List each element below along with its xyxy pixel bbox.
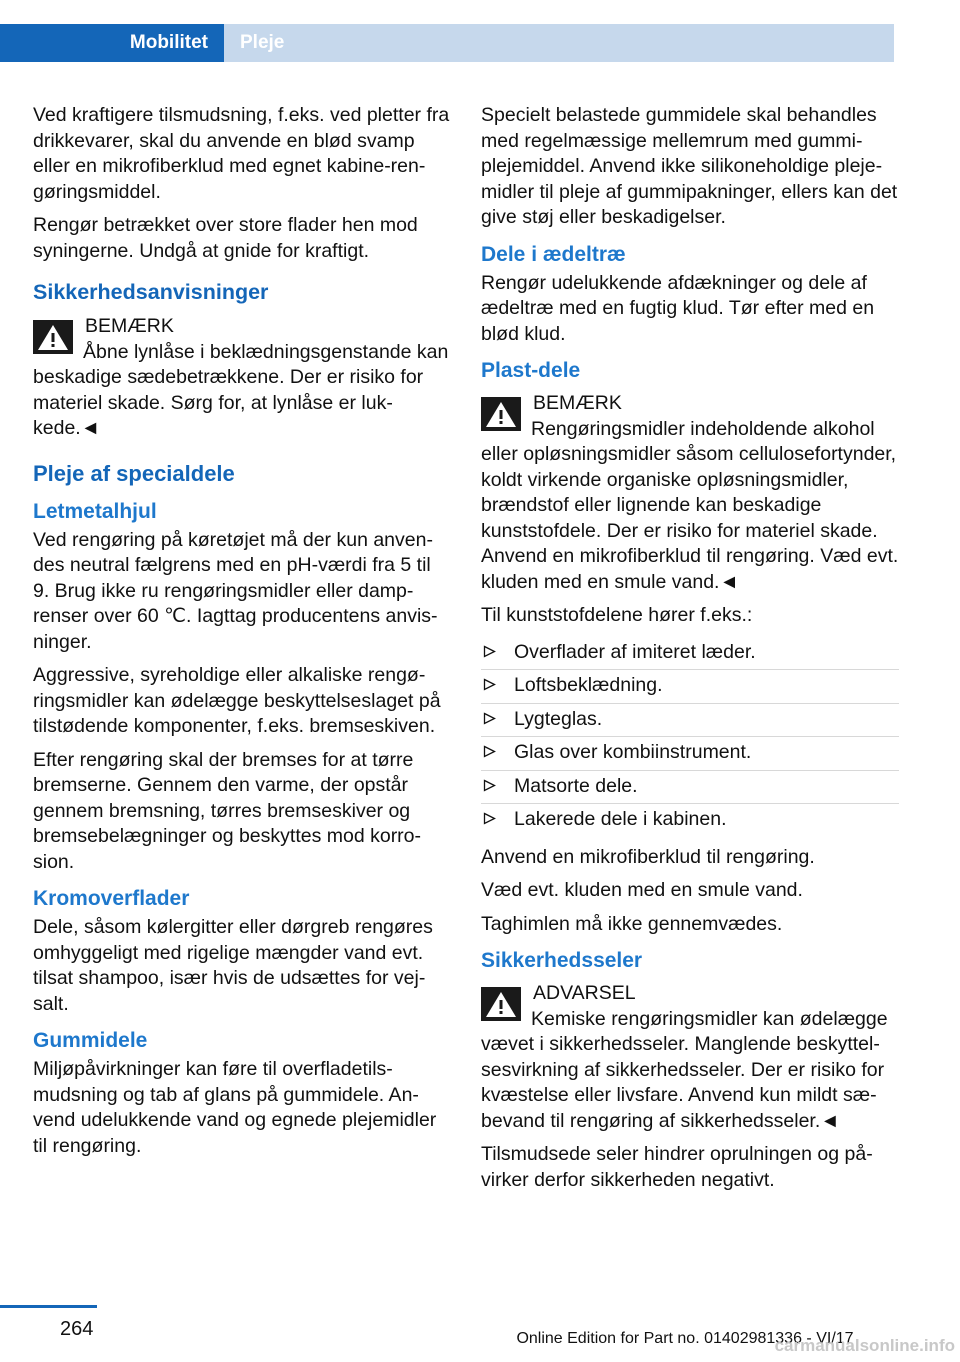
paragraph: Rengør betrækket over store flader hen mod syningerne. Undgå at gnide for kraftigt. <box>33 214 418 262</box>
edition-note: Online Edition for Part no. 01402981336 - VI/17 <box>516 1330 854 1347</box>
triangle-right-outline-icon <box>483 712 496 725</box>
tab-pleje[interactable]: Pleje <box>224 24 894 62</box>
list-intro: Til kunststofdelene hører f.eks.: <box>481 604 753 626</box>
subheading-seat-belts: Sikkerhedsseler <box>481 949 643 972</box>
warning-triangle-icon <box>481 987 521 1021</box>
page-number: 264 <box>60 1318 94 1340</box>
list-item <box>481 804 899 837</box>
list-item <box>481 670 899 704</box>
subheading-chrome: Kromoverflader <box>33 887 190 910</box>
paragraph: Dele, såsom kølergitter eller dørgreb rengøres omhyggeligt med rigelige mængder vand evt. tilsat shampoo, især hvis de udsættes for vejsalt. <box>33 916 433 1015</box>
notice-box <box>481 391 899 595</box>
warning-box <box>481 981 899 1134</box>
list-item <box>481 637 899 671</box>
triangle-right-outline-icon <box>483 745 496 758</box>
paragraph: Anvend en mikrofiberklud til rengøring. <box>481 845 815 868</box>
paragraph: Tilsmudsede seler hindrer oprulningen og påvirker derfor sikkerheden negativt. <box>481 1143 873 1191</box>
list-item-text: Overflader af imiteret læder. <box>514 640 756 663</box>
triangle-right-outline-icon <box>483 812 496 825</box>
paragraph: Aggressive, syreholdige eller alkaliske rengøringsmidler kan ødelægge beskyttelseslaget på tilstødende komponenter, f.eks. bremseskiven. <box>33 664 441 737</box>
warning-triangle-icon <box>481 397 521 431</box>
paragraph: Specielt belastede gummidele skal behandles med regelmæssige mellemrum med gummiplejemiddel. Anvend ikke silikoneholdige plejemidler til pleje af gummipakninger, ellers kan det give støj eller beskadigelser. <box>481 104 898 228</box>
notice-title: BEMÆRK <box>533 392 622 414</box>
list-item <box>481 737 899 771</box>
notice-text: Rengøringsmidler indeholdende alkohol eller opløsningsmidler såsom cellulosefortynder, koldt virkende organiske opløsningsmidler, brændstof eller lignende kan beskadige kunststofdele. Der er risiko for materiel skade. Anvend en mikrofiberklud til rengøring. Væd evt. kluden med en smule vand.◄ <box>481 417 899 593</box>
paragraph: Taghimlen må ikke gennemvædes. <box>481 912 783 935</box>
list-item <box>481 704 899 738</box>
paragraph: Væd evt. kluden med en smule vand. <box>481 879 803 901</box>
subheading-alloy-wheels: Letmetalhjul <box>33 499 157 523</box>
notice-box <box>33 314 451 442</box>
tab-mobilitet[interactable]: Mobilitet <box>0 24 224 62</box>
warning-triangle-icon <box>33 320 73 354</box>
subheading-wood: Dele i ædeltræ <box>481 242 626 266</box>
list-item <box>481 771 899 805</box>
right-column <box>481 103 899 1201</box>
list-item-text: Matsorte dele. <box>514 774 638 797</box>
list-item-text: Lakerede dele i kabinen. <box>514 808 727 830</box>
plastic-parts-list <box>481 637 899 837</box>
paragraph: Efter rengøring skal der bremses for at tørre bremserne. Gennem den varme, der opstår gennem bremsning, tørres bremseskiver og bremsebelægninger og beskyttes mod korrosion. <box>33 748 422 873</box>
subheading-rubber: Gummidele <box>33 1029 148 1052</box>
paragraph: Rengør udelukkende afdækninger og dele af ædeltræ med en fugtig klud. Tør efter med en blød klud. <box>481 271 875 345</box>
triangle-right-outline-icon <box>483 645 496 658</box>
paragraph: Ved kraftigere tilsmudsning, f.eks. ved pletter fra drikkevarer, skal du anvende en blød svamp eller en mikrofiberklud med egnet kabine-rengøringsmiddel. <box>33 104 450 203</box>
list-item-text: Lygteglas. <box>514 707 603 730</box>
warning-text: Kemiske rengøringsmidler kan ødelægge vævet i sikkerhedsseler. Manglende beskyttelsesvirkning af sikkerhedsseler. Der er risiko for kvæstelse eller livsfare. Anvend kun mildt sæbevand til rengøring af sikkerhedsseler.◄ <box>481 1007 888 1132</box>
footer-accent-line <box>0 1305 97 1308</box>
triangle-right-outline-icon <box>483 779 496 792</box>
warning-title: ADVARSEL <box>533 982 636 1004</box>
list-item-text: Loftsbeklædning. <box>514 674 663 696</box>
paragraph: Miljøpåvirkninger kan føre til overfladetilsmudsning og tab af glans på gummidele. Anvend udelukkende vand og egnede plejemidler til rengøring. <box>33 1058 437 1157</box>
subheading-plastic: Plast-dele <box>481 359 581 382</box>
section-heading-special-parts: Pleje af specialdele <box>33 460 235 486</box>
notice-title: BEMÆRK <box>85 315 174 337</box>
left-column <box>33 103 451 1167</box>
section-heading-safety: Sikkerhedsanvisninger <box>33 280 269 304</box>
paragraph: Ved rengøring på køretøjet må der kun anvendes neutral fælgrens med en pH-værdi fra 5 til 9. Brug ikke ru rengøringsmidler eller damprenser over 60 ℃. Iagttag producentens anvisninger. <box>33 528 438 653</box>
notice-text: Åbne lynlåse i beklædningsgenstande kan beskadige sædebetrækkene. Der er risiko for materiel skade. Sørg for, at lynlåse er lukkede.◄ <box>33 340 449 439</box>
watermark: carmanualsonline.info <box>774 1336 955 1355</box>
triangle-right-outline-icon <box>483 678 496 691</box>
list-item-text: Glas over kombiinstrument. <box>514 741 752 763</box>
chapter-tabs <box>0 24 894 62</box>
